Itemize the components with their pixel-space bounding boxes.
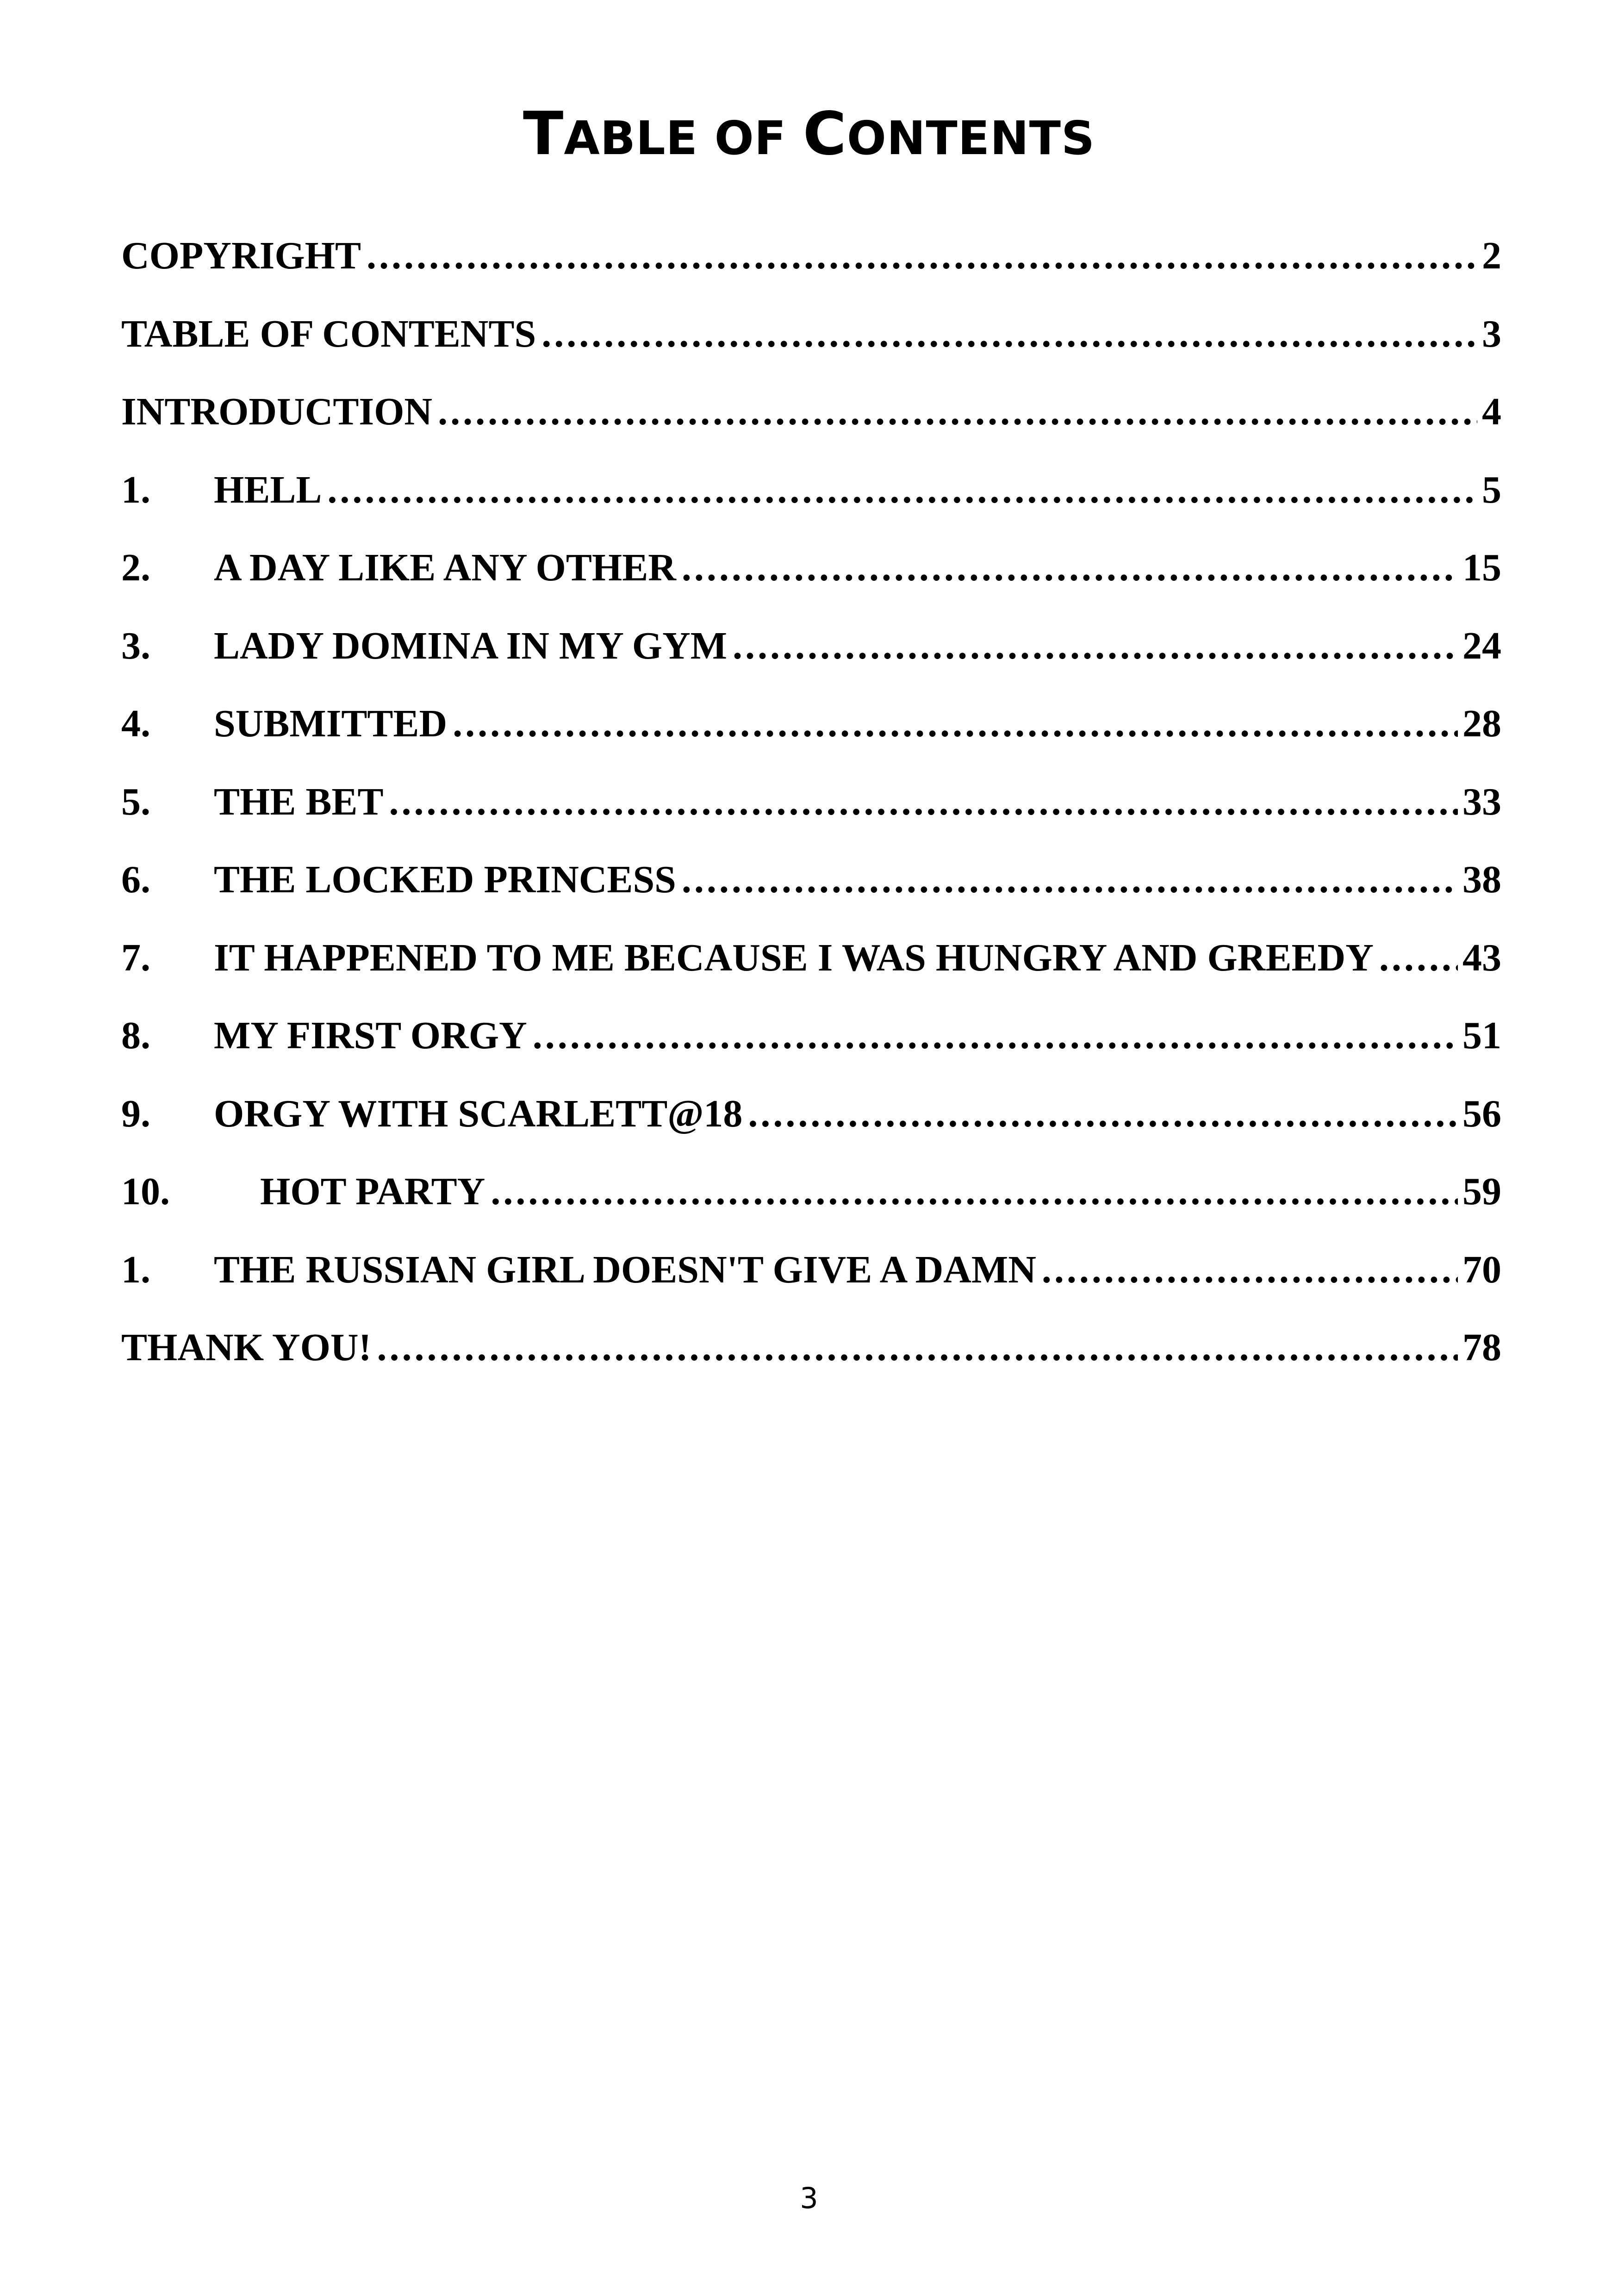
- toc-entry-label: LADY DOMINA IN MY GYM: [214, 624, 728, 667]
- toc-entry-page: 4: [1482, 390, 1501, 433]
- toc-entry-page: 78: [1462, 1326, 1501, 1369]
- toc-dot-leader: [377, 1320, 1458, 1375]
- toc-entry-thank-you[interactable]: [121, 1320, 1501, 1398]
- toc-dot-leader: [682, 852, 1458, 908]
- toc-entry-chapter-10[interactable]: [121, 1164, 1501, 1242]
- toc-entry-page: 51: [1462, 1014, 1501, 1057]
- toc-dot-leader: [327, 462, 1477, 518]
- toc-entry-chapter-5[interactable]: [121, 774, 1501, 852]
- toc-entry-label: IT HAPPENED TO ME BECAUSE I WAS HUNGRY AND GREEDY: [214, 936, 1374, 979]
- toc-dot-leader: [438, 384, 1477, 440]
- toc-entry-chapter-2[interactable]: [121, 540, 1501, 618]
- toc-entry-chapter-4[interactable]: [121, 696, 1501, 774]
- toc-dot-leader: [533, 1008, 1458, 1064]
- toc-entry-label: A DAY LIKE ANY OTHER: [214, 546, 676, 589]
- toc-entry-label: SUBMITTED: [214, 702, 448, 745]
- toc-entry-number: 4.: [121, 702, 150, 745]
- toc-entry-number: 6.: [121, 858, 150, 901]
- toc-entry-label: THE LOCKED PRINCESS: [214, 858, 676, 901]
- toc-entry-label: HOT PARTY: [260, 1170, 485, 1213]
- toc-entry-chapter-8[interactable]: [121, 1008, 1501, 1086]
- toc-entry-chapter-9[interactable]: [121, 1086, 1501, 1164]
- toc-entry-label: HELL: [214, 468, 322, 511]
- toc-entry-label: THE BET: [214, 780, 384, 823]
- toc-entry-label: TABLE OF CONTENTS: [121, 312, 536, 355]
- toc-entry-page: 56: [1462, 1092, 1501, 1135]
- page-title: [0, 100, 1618, 173]
- toc-dot-leader: [491, 1164, 1458, 1220]
- toc-entry-page: 70: [1462, 1248, 1501, 1291]
- title-initial: C: [803, 100, 847, 168]
- toc-entry-chapter-7[interactable]: [121, 930, 1501, 1008]
- toc-entry-number: 1.: [121, 468, 150, 511]
- table-of-contents: [121, 228, 1501, 1398]
- toc-entry-chapter-3[interactable]: [121, 618, 1501, 697]
- toc-entry-page: 38: [1462, 858, 1501, 901]
- toc-entry-label: MY FIRST ORGY: [214, 1014, 527, 1057]
- toc-entry-page: 2: [1482, 234, 1501, 277]
- title-initial: T: [523, 100, 564, 168]
- toc-dot-leader: [1379, 930, 1458, 986]
- toc-entry-page: 3: [1482, 312, 1501, 355]
- toc-entry-copyright[interactable]: [121, 228, 1501, 306]
- toc-entry-label: INTRODUCTION: [121, 390, 433, 433]
- toc-dot-leader: [748, 1086, 1458, 1142]
- toc-entry-page: 59: [1462, 1170, 1501, 1213]
- toc-dot-leader: [389, 774, 1458, 830]
- toc-entry-label: THANK YOU!: [121, 1326, 372, 1369]
- toc-dot-leader: [453, 696, 1458, 752]
- toc-entry-page: 5: [1482, 468, 1501, 511]
- toc-entry-page: 15: [1462, 546, 1501, 589]
- toc-dot-leader: [367, 228, 1477, 284]
- toc-entry-chapter-1[interactable]: [121, 462, 1501, 541]
- toc-entry-number: 8.: [121, 1014, 150, 1057]
- toc-entry-number: 9.: [121, 1092, 150, 1135]
- page-number: 3: [800, 2181, 818, 2215]
- toc-entry-chapter-6[interactable]: [121, 852, 1501, 930]
- toc-entry-label: COPYRIGHT: [121, 234, 361, 277]
- toc-entry-page: 33: [1462, 780, 1501, 823]
- title-text: ONTENTS: [846, 111, 1095, 165]
- toc-entry-number: 5.: [121, 780, 150, 823]
- toc-entry-number: 1.: [121, 1248, 150, 1291]
- toc-entry-introduction[interactable]: [121, 384, 1501, 462]
- toc-entry-label: ORGY WITH SCARLETT@18: [214, 1092, 743, 1135]
- title-text: ABLE OF: [564, 111, 803, 165]
- toc-entry-bonus-chapter[interactable]: [121, 1242, 1501, 1320]
- toc-entry-label: THE RUSSIAN GIRL DOESN'T GIVE A DAMN: [214, 1248, 1036, 1291]
- toc-entry-page: 28: [1462, 702, 1501, 745]
- toc-entry-page: 24: [1462, 624, 1501, 667]
- toc-dot-leader: [541, 306, 1477, 362]
- toc-dot-leader: [733, 618, 1458, 674]
- toc-entry-page: 43: [1462, 936, 1501, 979]
- toc-dot-leader: [682, 540, 1458, 596]
- toc-entry-table-of-contents[interactable]: [121, 306, 1501, 385]
- toc-dot-leader: [1042, 1242, 1458, 1298]
- toc-entry-number: 10.: [121, 1170, 170, 1213]
- toc-entry-number: 7.: [121, 936, 150, 979]
- toc-entry-number: 2.: [121, 546, 150, 589]
- toc-entry-number: 3.: [121, 624, 150, 667]
